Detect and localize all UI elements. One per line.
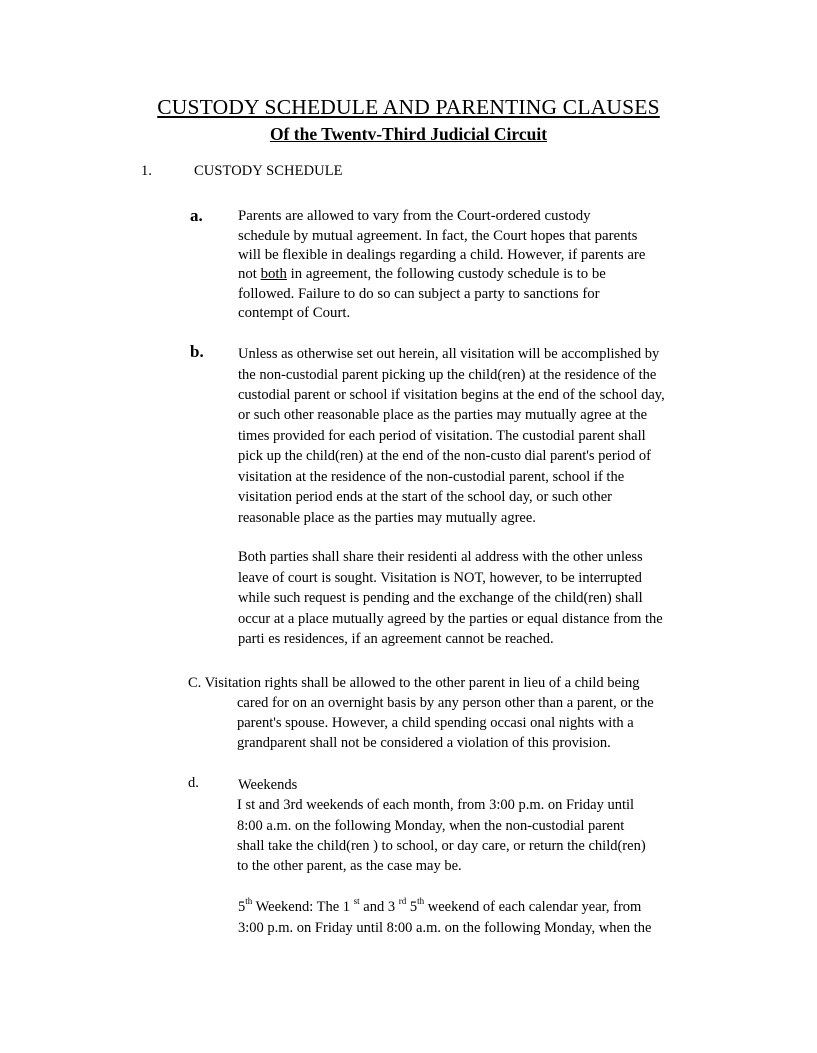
paragraph-line: Unless as otherwise set out herein, all visitation will be accomplished by: [238, 346, 660, 362]
paragraph-line: times provided for each period of visitation. The custodial parent shall: [238, 428, 646, 444]
text-run: weekend of each calendar year, from: [424, 899, 642, 915]
document-subtitle: Of the Twentv-Third Judicial Circuit: [269, 124, 548, 144]
paragraph-line: [238, 265, 606, 285]
paragraph-marker: b.: [190, 342, 204, 361]
paragraph-line: leave of court is sought. Visitation is NOT, however, to be interrupted: [238, 570, 642, 586]
superscript: rd: [398, 896, 407, 906]
underlined-word: both: [260, 266, 287, 282]
paragraph-line: 3:00 p.m. on Friday until 8:00 a.m. on the following Monday, when the: [238, 920, 652, 936]
paragraph-marker: a.: [190, 206, 203, 225]
paragraph-line: Both parties shall share their residenti al address with the other unless: [238, 549, 643, 565]
section-heading: CUSTODY SCHEDULE: [194, 163, 343, 179]
paragraph-line: I st and 3rd weekends of each month, from 3:00 p.m. on Friday until: [237, 797, 635, 813]
subheading-weekends: Weekends: [238, 777, 298, 793]
paragraph-line: custodial parent or school if visitation begins at the end of the school day,: [238, 387, 665, 403]
paragraph-text: not: [238, 266, 257, 282]
paragraph-line: pick up the child(ren) at the end of the non-custo dial parent's period of: [238, 448, 651, 464]
section-number: 1.: [141, 163, 152, 179]
paragraph-line: grandparent shall not be considered a violation of this provision.: [237, 735, 611, 751]
document-title: CUSTODY SCHEDULE AND PARENTING CLAUSES: [157, 95, 660, 119]
paragraph-line: while such request is pending and the exchange of the child(ren) shall: [238, 590, 643, 606]
superscript: th: [245, 896, 253, 906]
paragraph-line: 8:00 a.m. on the following Monday, when the non-custodial parent: [237, 818, 625, 834]
paragraph-line: cared for on an overnight basis by any person other than a parent, or the: [237, 695, 654, 711]
paragraph-text: in agreement, the following custody schedule is to be: [290, 266, 606, 282]
paragraph-line: the non-custodial parent picking up the child(ren) at the residence of the: [238, 367, 657, 383]
paragraph-line: visitation period ends at the start of the school day, or such other: [238, 489, 612, 505]
text-run: 5: [406, 899, 418, 915]
paragraph-line: to the other parent, as the case may be.: [237, 858, 462, 874]
paragraph-line: Parents are allowed to vary from the Court-ordered custody: [238, 208, 591, 224]
paragraph-marker: d.: [188, 775, 199, 791]
paragraph-line: will be flexible in dealings regarding a child. However, if parents are: [238, 247, 646, 263]
paragraph-line: C. Visitation rights shall be allowed to the other parent in lieu of a child being: [188, 675, 640, 691]
paragraph-line: occur at a place mutually agreed by the parties or equal distance from the: [238, 611, 663, 627]
superscript: th: [417, 896, 425, 906]
text-run: 5: [238, 899, 246, 915]
paragraph-line: shall take the child(ren ) to school, or day care, or return the child(ren): [237, 838, 646, 854]
paragraph-line: or such other reasonable place as the parties may mutually agree at the: [238, 407, 648, 423]
paragraph-line: parent's spouse. However, a child spending occasi onal nights with a: [237, 715, 634, 731]
text-run: and 3: [359, 899, 399, 915]
paragraph-line: visitation at the residence of the non-custodial parent, school if the: [238, 469, 625, 485]
paragraph-line: schedule by mutual agreement. In fact, the Court hopes that parents: [238, 228, 638, 244]
fifth-weekend-line: [238, 897, 641, 917]
superscript: st: [353, 896, 360, 906]
paragraph-line: followed. Failure to do so can subject a party to sanctions for: [238, 286, 600, 302]
paragraph-line: reasonable place as the parties may mutually agree.: [238, 510, 536, 526]
paragraph-line: parti es residences, if an agreement cannot be reached.: [238, 631, 554, 647]
paragraph-line: contempt of Court.: [238, 305, 351, 321]
text-run: Weekend: The 1: [252, 899, 354, 915]
